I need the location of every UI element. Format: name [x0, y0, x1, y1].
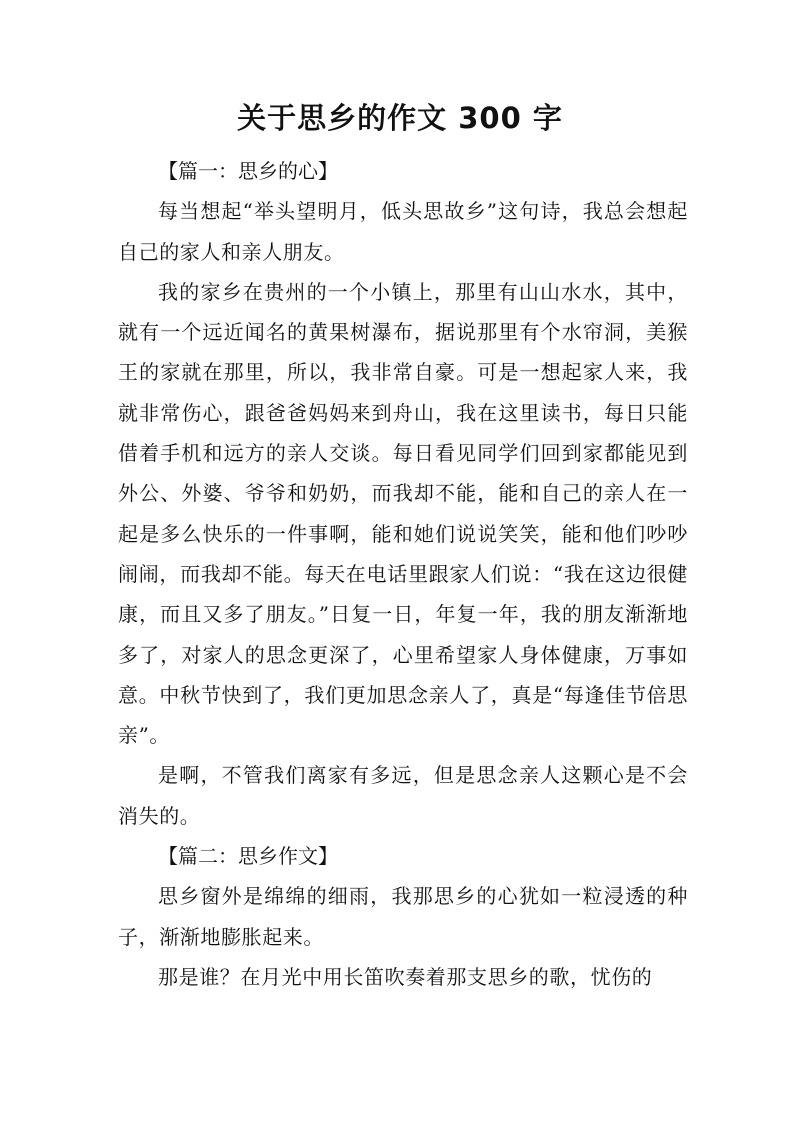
paragraph: 是啊，不管我们离家有多远，但是思念亲人这颗心是不会消失的。 [118, 763, 688, 828]
document-title: 关于思乡的作文 300 字 [237, 101, 563, 135]
section-heading: 【篇二：思乡作文】 [158, 844, 338, 869]
paragraph: 我的家乡在贵州的一个小镇上，那里有山山水水，其中，就有一个远近闻名的黄果树瀑布，据说那里有个水帘洞，美猴王的家就在那里，所以，我非常自豪。可是一想起家人来，我就非常伤心，跟爸爸妈妈来到舟山，我在这里读书，每日只能借着手机和远方的亲人交谈。每日看见同学们回到家都能见到外公、外婆、爷爷和奶奶，而我却不能，能和自己的亲人在一起是多么快乐的一件事啊，能和她们说说笑笑，能和他们吵吵闹闹，而我却不能。每天在电话里跟家人们说：“我在这边很健康，而且又多了朋友。”日复一日，年复一年，我的朋友渐渐地多了，对家人的思念更深了，心里希望家人身体健康，万事如意。中秋节快到了，我们更加思念亲人了，真是“每逢佳节倍思亲”。 [118, 279, 688, 748]
paragraph: 每当想起“举头望明月，低头思故乡”这句诗，我总会想起自己的家人和亲人朋友。 [118, 199, 688, 264]
paragraph: 那是谁？在月光中用长笛吹奏着那支思乡的歌，忧伤的 [158, 964, 653, 989]
section-heading: 【篇一：思乡的心】 [158, 159, 338, 183]
paragraph: 思乡窗外是绵绵的细雨，我那思乡的心犹如一粒浸透的种子，渐渐地膨胀起来。 [118, 884, 688, 949]
document-body [118, 151, 688, 997]
